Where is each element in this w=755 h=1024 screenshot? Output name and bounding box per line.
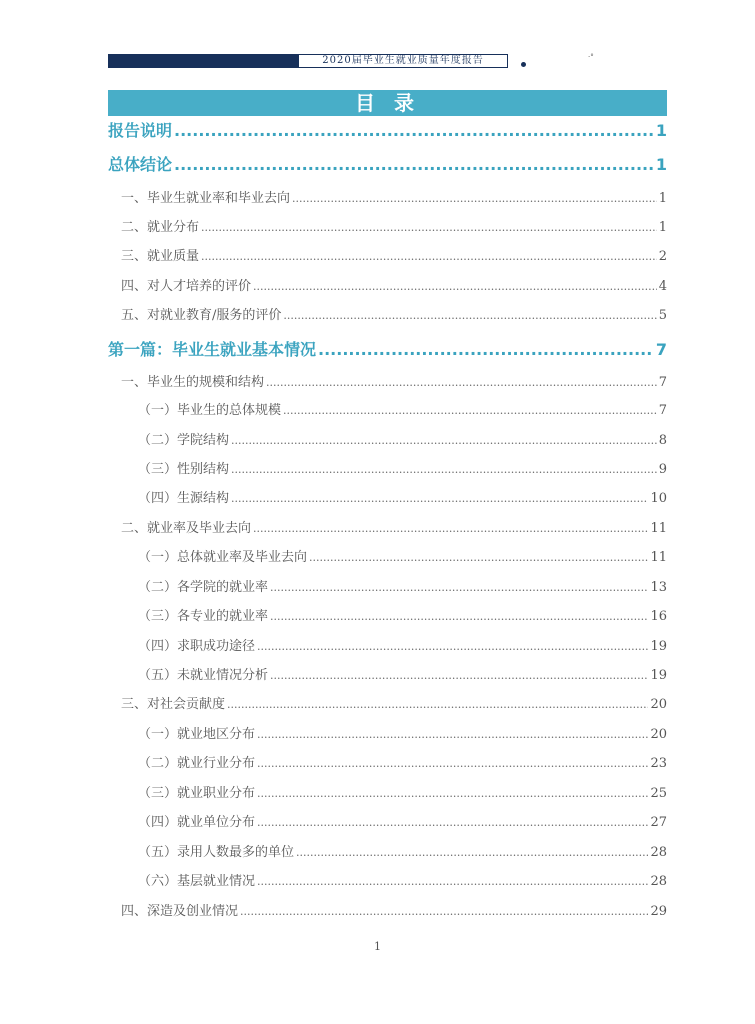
toc-entry[interactable] (138, 782, 667, 801)
toc-entry[interactable] (138, 429, 667, 448)
toc-entry-page: 1 (658, 220, 667, 235)
toc-entry-label: 二、就业分布 (121, 220, 200, 235)
toc-entry-page: 28 (650, 845, 667, 860)
toc-entry-page: 20 (650, 727, 667, 742)
toc-entry[interactable] (121, 245, 667, 264)
toc-leader (309, 551, 648, 564)
toc-leader (231, 463, 657, 476)
toc-entry-label: 总体结论 (108, 155, 173, 174)
toc-entry-label: （三）性别结构 (138, 462, 230, 477)
toc-entry-page: 9 (658, 462, 667, 477)
toc-entry-page: 2 (658, 249, 667, 264)
toc-entry[interactable] (138, 635, 667, 654)
toc-entry[interactable] (121, 216, 667, 235)
toc-leader (292, 192, 657, 205)
toc-entry-page: 1 (658, 191, 667, 206)
toc-leader (270, 669, 648, 682)
toc-leader (257, 640, 648, 653)
toc-leader (283, 404, 657, 417)
toc-entry[interactable] (121, 900, 667, 919)
toc-entry-page: 7 (658, 375, 667, 390)
toc-entry[interactable] (138, 723, 667, 742)
toc-entry-page: 1 (655, 155, 667, 174)
header-color-bar (108, 54, 298, 68)
toc-title: 目 录 (108, 90, 667, 116)
toc-entry-label: （五）未就业情况分析 (138, 668, 269, 683)
toc-entry-label: （二）就业行业分布 (138, 756, 256, 771)
toc-entry-page: 11 (650, 521, 667, 536)
toc-entry-label: 一、毕业生的规模和结构 (121, 375, 265, 390)
toc-entry[interactable] (121, 275, 667, 294)
toc-entry-label: （二）各学院的就业率 (138, 580, 269, 595)
toc-leader (253, 522, 648, 535)
toc-entry[interactable] (108, 152, 667, 175)
toc-entry[interactable] (108, 118, 667, 141)
toc-entry[interactable] (138, 458, 667, 477)
toc-entry-label: （四）就业单位分布 (138, 815, 256, 830)
toc-leader (296, 846, 648, 859)
toc-leader (201, 250, 657, 263)
toc-entry[interactable] (121, 693, 667, 712)
toc-leader (270, 581, 648, 594)
toc-entry[interactable] (138, 752, 667, 771)
toc-entry-page: 11 (650, 550, 667, 565)
toc-entry-label: 报告说明 (108, 121, 173, 140)
toc-entry-label: （一）就业地区分布 (138, 727, 256, 742)
toc-entry[interactable] (138, 870, 667, 889)
toc-leader (231, 492, 648, 505)
toc-entry-label: （五）录用人数最多的单位 (138, 845, 295, 860)
toc-entry-page: 13 (650, 580, 667, 595)
toc-entry-label: （六）基层就业情况 (138, 874, 256, 889)
toc-entry-label: （四）生源结构 (138, 491, 230, 506)
toc-entry-page: 20 (650, 697, 667, 712)
toc-entry-label: 第一篇：毕业生就业基本情况 (108, 340, 317, 359)
toc-entry-page: 7 (655, 340, 667, 359)
toc-leader (257, 787, 648, 800)
toc-entry-page: 5 (658, 308, 667, 323)
toc-leader (257, 728, 648, 741)
toc-entry-label: 三、对社会贡献度 (121, 697, 226, 712)
toc-entry-page: 7 (658, 403, 667, 418)
toc-entry-page: 16 (650, 609, 667, 624)
header-title: 2020届毕业生就业质量年度报告 (298, 54, 508, 68)
toc-leader (201, 221, 657, 234)
toc-entry-page: 4 (658, 279, 667, 294)
toc-entry-label: （四）求职成功途径 (138, 639, 256, 654)
toc-leader (253, 280, 657, 293)
toc-entry-label: 一、毕业生就业率和毕业去向 (121, 191, 291, 206)
toc-entry[interactable] (108, 337, 667, 360)
toc-entry-page: 23 (650, 756, 667, 771)
toc-leader (257, 875, 648, 888)
toc-leader (266, 376, 657, 389)
toc-leader (174, 121, 654, 140)
toc-entry[interactable] (138, 399, 667, 418)
toc-entry[interactable] (138, 811, 667, 830)
toc-leader (257, 816, 648, 829)
toc-entry-label: 四、深造及创业情况 (121, 904, 239, 919)
toc-entry[interactable] (121, 304, 667, 323)
toc-leader (231, 434, 657, 447)
toc-leader (270, 610, 648, 623)
toc-entry[interactable] (138, 576, 667, 595)
toc-leader (283, 309, 656, 322)
toc-entry-page: 19 (650, 668, 667, 683)
header-dot-icon (521, 62, 526, 67)
toc-leader (257, 757, 648, 770)
toc-entry-page: 10 (650, 491, 667, 506)
toc-entry-label: （三）各专业的就业率 (138, 609, 269, 624)
toc-entry[interactable] (121, 371, 667, 390)
toc-entry-page: 19 (650, 639, 667, 654)
toc-entry[interactable] (121, 517, 667, 536)
toc-entry[interactable] (138, 841, 667, 860)
toc-entry-page: 27 (650, 815, 667, 830)
toc-entry-label: （三）就业职业分布 (138, 786, 256, 801)
toc-entry-page: 28 (650, 874, 667, 889)
toc-entry-label: 五、对就业教育/服务的评价 (121, 308, 282, 323)
toc-entry-label: （二）学院结构 (138, 433, 230, 448)
toc-leader (240, 905, 648, 918)
toc-entry[interactable] (138, 487, 667, 506)
toc-leader (227, 698, 648, 711)
toc-entry[interactable] (138, 664, 667, 683)
toc-entry-page: 1 (655, 121, 667, 140)
header-mark: ·° (588, 53, 594, 61)
toc-entry-page: 8 (658, 433, 667, 448)
toc-entry-label: （一）总体就业率及毕业去向 (138, 550, 308, 565)
toc-entry[interactable] (138, 605, 667, 624)
toc-entry-label: 四、对人才培养的评价 (121, 279, 252, 294)
toc-entry[interactable] (138, 546, 667, 565)
toc-entry-label: （一）毕业生的总体规模 (138, 403, 282, 418)
toc-entry-label: 二、就业率及毕业去向 (121, 521, 252, 536)
toc-leader (174, 155, 654, 174)
toc-entry-page: 25 (650, 786, 667, 801)
page-number: 1 (374, 940, 381, 953)
toc-entry[interactable] (121, 187, 667, 206)
toc-entry-page: 29 (650, 904, 667, 919)
toc-entry-label: 三、就业质量 (121, 249, 200, 264)
toc-leader (318, 340, 654, 359)
